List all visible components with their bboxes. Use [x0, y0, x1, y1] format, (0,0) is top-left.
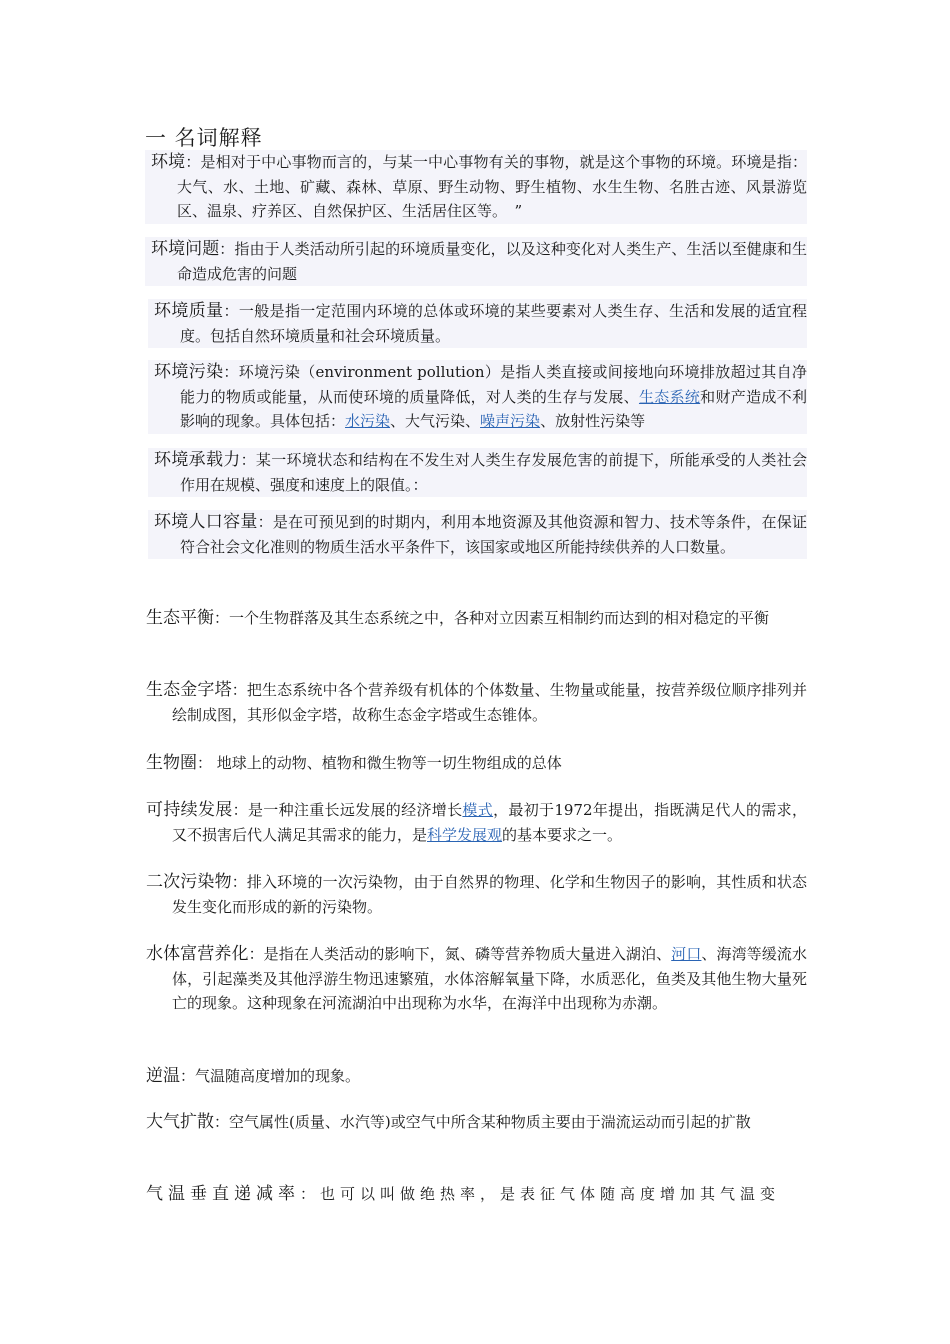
entry-paragraph	[148, 299, 807, 348]
entry-separator: ：	[240, 451, 256, 469]
entry-paragraph	[145, 150, 807, 224]
definition-text: 气温随高度增加的现象。	[195, 1067, 361, 1085]
entry-term: 环境	[151, 152, 186, 172]
entry-term: 环境承载力	[154, 450, 241, 470]
entry-separator: ：	[231, 681, 247, 699]
entry-term: 二次污染物	[146, 872, 232, 892]
definition-link[interactable]: 模式	[462, 801, 494, 819]
entry-term: 生态金字塔	[146, 680, 232, 700]
definition-text: 排入环境的一次污染物，由于自然界的物理、化学和生物因子的影响，其性质和状态发生变化而形成的新的污染物。	[172, 873, 807, 916]
entry-separator: ：	[248, 945, 264, 963]
entry-paragraph	[140, 942, 807, 1016]
entry-separator: ：	[185, 153, 201, 171]
glossary-entry	[140, 942, 807, 1016]
entry-separator: ：	[231, 873, 247, 891]
glossary-entry	[148, 510, 807, 559]
definition-text: 、大气污染、	[390, 412, 481, 430]
definition-text: 是在可预见到的时期内，利用本地资源及其他资源和智力、技术等条件，在保证符合社会文化准则的物质生活水平条件下，该国家或地区所能持续供养的人口数量。	[180, 513, 807, 556]
glossary-entry	[140, 870, 807, 919]
definition-text: 和财产造成不利影响的现象。具体包括：	[180, 387, 807, 430]
entry-paragraph	[140, 870, 807, 919]
section-heading: 一 名词解释	[145, 126, 263, 150]
definition-text: 是一种注重长远发展的经济增长	[247, 801, 463, 819]
entry-paragraph	[148, 448, 807, 497]
glossary-entry	[148, 448, 807, 497]
definition-text: 也可以叫做绝热率，是表征气体随高度增加其气温变	[320, 1185, 781, 1203]
definition-link[interactable]: 水污染	[345, 412, 391, 430]
definition-text: 指由于人类活动所引起的环境质量变化，以及这种变化对人类生产、生活以至健康和生命造成危害的问题	[177, 240, 807, 283]
entry-paragraph	[140, 1110, 807, 1135]
entry-paragraph	[148, 360, 807, 434]
definition-text: 一般是指一定范围内环境的总体或环境的某些要素对人类生存、生活和发展的适宜程度。包括自然环境质量和社会环境质量。	[180, 302, 807, 345]
entry-paragraph	[140, 751, 807, 776]
glossary-entry	[140, 678, 807, 727]
definition-text: 环境污染（environment pollution）是指人类直接或间接地向环境排放超过其自净能力的物质或能量，从而使环境的质量降低，对人类的生存与发展、	[180, 363, 807, 406]
entry-term: 水体富营养化	[146, 944, 249, 964]
entry-separator: ：	[257, 513, 273, 531]
entry-paragraph	[140, 606, 807, 631]
entry-separator: ：	[300, 1185, 321, 1203]
entry-paragraph	[140, 678, 807, 727]
entry-term: 生物圈	[146, 753, 197, 773]
entry-paragraph	[140, 1064, 807, 1089]
definition-text: 空气属性(质量、水汽等)或空气中所含某种物质主要由于湍流运动而引起的扩散	[229, 1113, 751, 1131]
entry-term: 环境质量	[154, 301, 224, 321]
entry-separator: ：	[219, 240, 235, 258]
definition-text: 是相对于中心事物而言的，与某一中心事物有关的事物，就是这个事物的环境。环境是指：大气、水、土地、矿藏、森林、草原、野生动物、野生植物、水生生物、名胜古迹、风景游览区、温泉、疗养区、自然保护区、生活居住区等。 ”	[177, 153, 807, 220]
glossary-entry	[140, 1110, 807, 1135]
entry-term: 环境人口容量	[154, 512, 258, 532]
definition-link[interactable]: 生态系统	[638, 387, 701, 406]
entry-paragraph	[148, 510, 807, 559]
definition-text: 某一环境状态和结构在不发生对人类生存发展危害的前提下，所能承受的人类社会作用在规模、强度和速度上的限值。：	[180, 451, 807, 494]
entry-term: 大气扩散	[146, 1112, 214, 1132]
glossary-entry	[140, 798, 807, 847]
definition-text: ，最初于1972年提出，指既满足代人的需求，又不损害后代人满足其需求的能力，是	[172, 801, 807, 844]
definition-text: 是指在人类活动的影响下，氮、磷等营养物质大量进入湖泊、	[263, 945, 672, 963]
entry-paragraph	[145, 237, 807, 286]
definition-text: 、海湾等缓流水体，引起藻类及其他浮游生物迅速繁殖，水体溶解氧量下降，水质恶化，鱼类及其他生物大量死亡的现象。这种现象在河流湖泊中出现称为水华，在海洋中出现称为赤潮。	[172, 945, 807, 1012]
glossary-entry	[140, 1182, 807, 1207]
glossary-entry	[145, 150, 807, 224]
glossary-entry	[148, 299, 807, 348]
entry-paragraph	[140, 1182, 807, 1207]
entry-separator: ：	[223, 302, 239, 320]
entry-separator: ：	[197, 754, 213, 772]
definition-link[interactable]: 科学发展观	[427, 825, 503, 844]
definition-text: 的基本要求之一。	[502, 825, 623, 844]
entry-separator: ：	[223, 363, 239, 381]
definition-text: 把生态系统中各个营养级有机体的个体数量、生物量或能量，按营养级位顺序排列并绘制成图，其形似金字塔，故称生态金字塔或生态锥体。	[172, 681, 807, 724]
entry-separator: ：	[214, 1113, 230, 1131]
entry-separator: ：	[214, 609, 230, 627]
glossary-entry	[140, 1064, 807, 1089]
definition-link[interactable]: 河口	[671, 945, 702, 963]
entry-term: 环境问题	[151, 239, 220, 259]
entry-separator: ：	[180, 1067, 196, 1085]
entry-term: 可持续发展	[146, 800, 233, 820]
glossary-entry	[140, 606, 807, 631]
definition-link[interactable]: 噪声污染	[480, 412, 541, 430]
entry-term: 环境污染	[154, 362, 224, 382]
entry-term: 逆温	[146, 1066, 180, 1086]
entry-term: 气温垂直递减率	[146, 1184, 300, 1204]
glossary-entry	[148, 360, 807, 434]
glossary-entry	[140, 751, 807, 776]
definition-text: 地球上的动物、植物和微生物等一切生物组成的总体	[212, 754, 562, 772]
entry-term: 生态平衡	[146, 608, 214, 628]
definition-text: 一个生物群落及其生态系统之中，各种对立因素互相制约而达到的相对稳定的平衡	[229, 609, 770, 627]
definition-text: 、放射性污染等	[540, 412, 646, 430]
entry-paragraph	[140, 798, 807, 847]
glossary-entry	[145, 237, 807, 286]
entry-separator: ：	[232, 801, 248, 819]
